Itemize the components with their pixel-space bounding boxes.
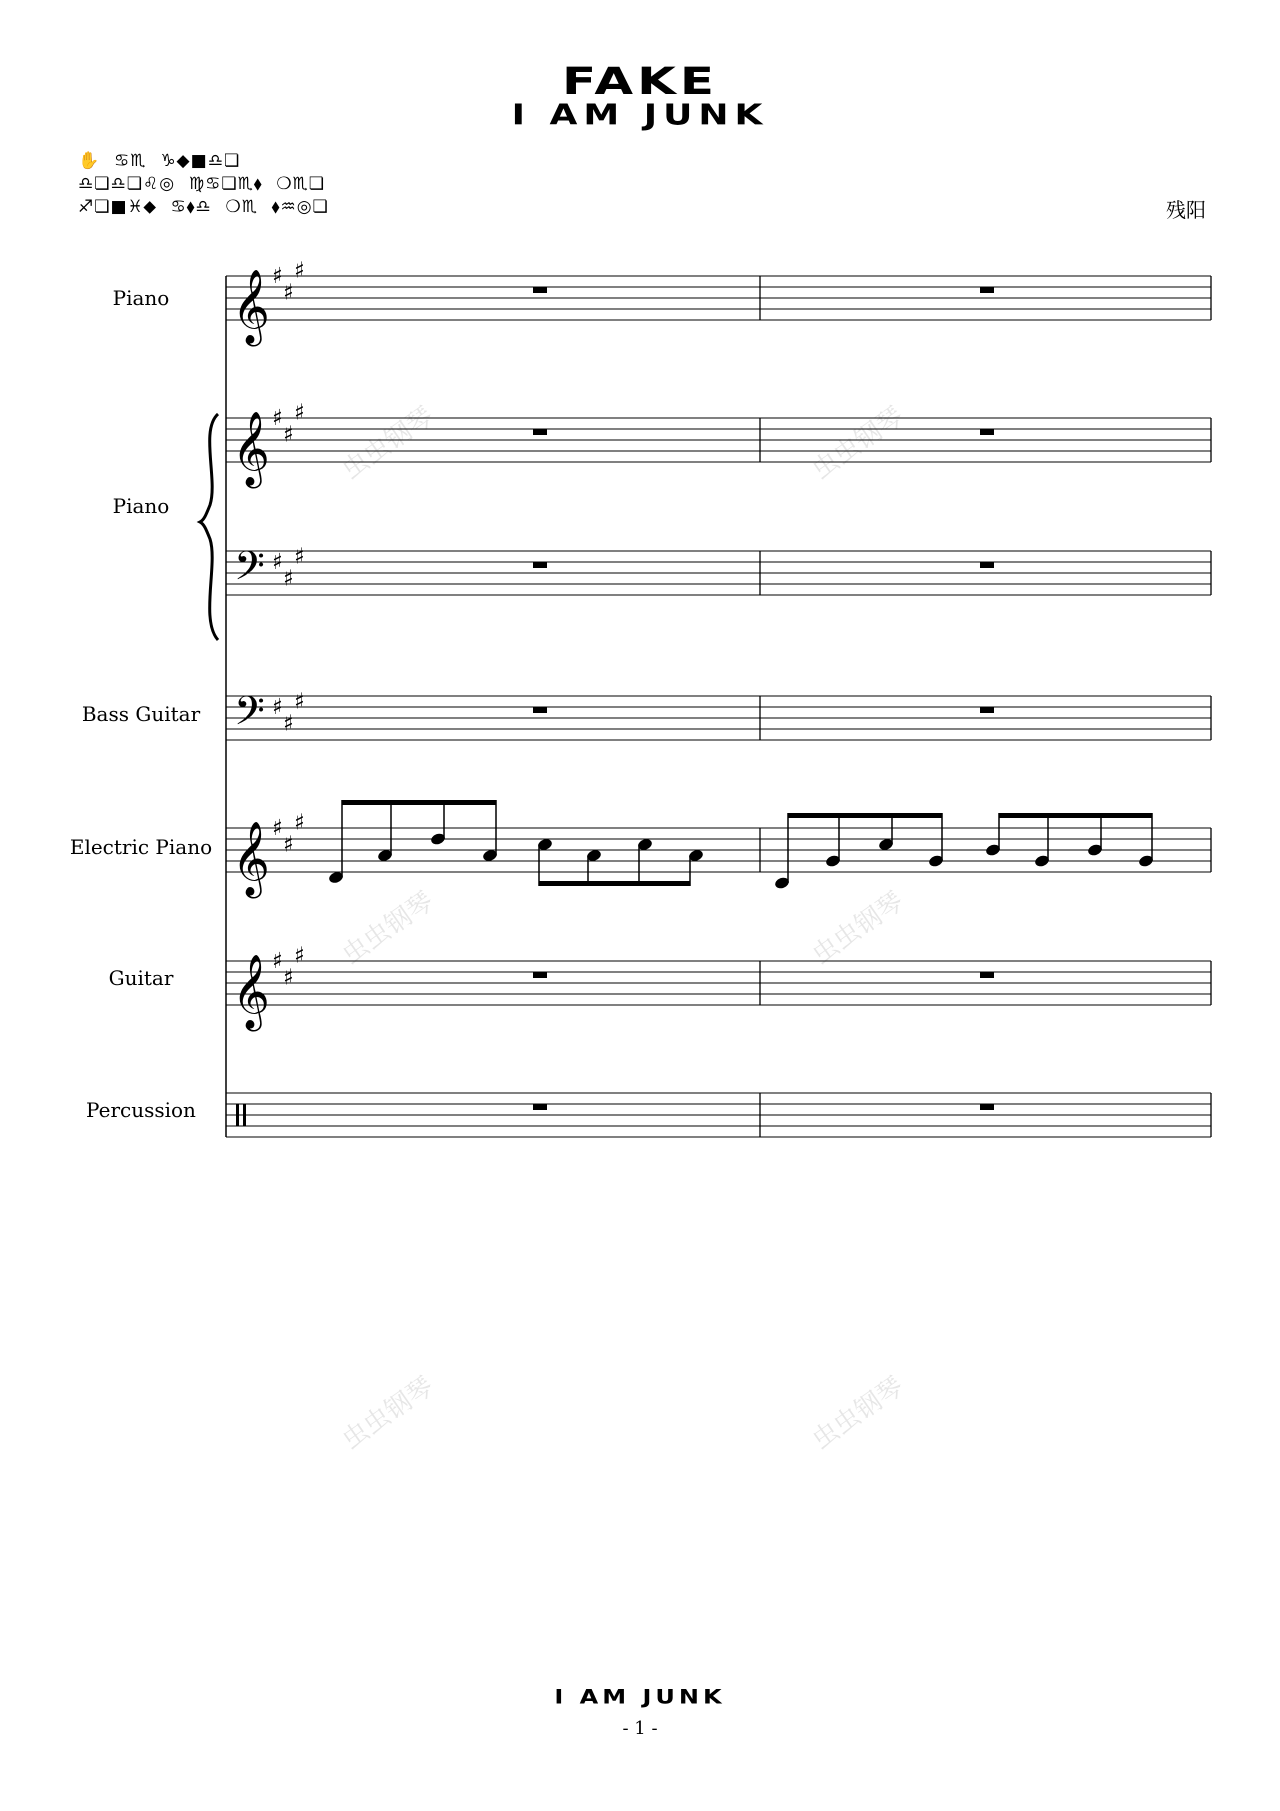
instrument-label-guitar: Guitar [108,966,174,990]
bass-clef: 𝄢 [234,543,265,599]
note-beam [788,813,942,818]
treble-clef: 𝄞 [232,412,270,486]
treble-clef: 𝄞 [232,270,270,344]
sharp-sign: ♯ [272,816,283,841]
note-beam [539,881,690,886]
percussion-clef [236,1104,239,1126]
bass-clef: 𝄢 [234,688,265,744]
symbol-line-1: ✋ ♋♏ ♑◆■♎❏ [78,151,241,171]
staves [226,259,1211,1138]
sharp-sign: ♯ [272,949,283,974]
footer-title: I AM JUNK [554,1685,726,1709]
score-title: FAKE [561,59,718,103]
sharp-sign: ♯ [283,280,294,306]
whole-rest [533,1104,547,1110]
watermark-3: 虫虫钢琴 [336,886,440,971]
sharp-sign: ♯ [283,965,294,991]
sharp-sign: ♯ [294,689,305,715]
watermark-2: 虫虫钢琴 [806,401,910,486]
whole-rest [533,562,547,568]
symbol-line-3: ♐❏■♓⬥ ♋⬧♎ ❍♏ ⬧♒◎❏ [78,197,329,217]
sharp-sign: ♯ [272,550,283,575]
whole-rest [980,562,994,568]
whole-rest [980,1104,994,1110]
sharp-sign: ♯ [283,711,294,737]
sharp-sign: ♯ [294,400,305,426]
sharp-sign: ♯ [272,264,283,289]
whole-rest [533,287,547,293]
page-number: - 1 - [622,1718,658,1739]
whole-rest [980,972,994,978]
instrument-label-electric-piano: Electric Piano [69,835,213,859]
composer-name: 残阳 [1166,198,1206,222]
whole-rest [533,707,547,713]
instrument-label-piano-2: Piano [112,494,170,518]
instrument-label-piano-1: Piano [112,286,170,310]
percussion-clef [243,1104,246,1126]
sharp-sign: ♯ [272,406,283,431]
watermark-4: 虫虫钢琴 [806,886,910,971]
sharp-sign: ♯ [283,422,294,448]
sharp-sign: ♯ [294,810,305,836]
whole-rest [980,287,994,293]
sharp-sign: ♯ [272,695,283,720]
watermark-6: 虫虫钢琴 [806,1371,910,1456]
note-beam [342,800,496,805]
whole-rest [980,707,994,713]
watermarks [337,401,909,1455]
treble-clef: 𝄞 [232,955,270,1029]
symbol-line-2: ♎❏♎❏♌◎ ♍♋❏♏⬧ ❍♏❏ [78,174,326,194]
whole-rest [533,972,547,978]
note-beam [999,813,1152,818]
watermark-1: 虫虫钢琴 [336,401,440,486]
sharp-sign: ♯ [294,544,305,570]
sharp-sign: ♯ [283,566,294,592]
instrument-label-bass-guitar: Bass Guitar [81,702,201,726]
watermark-5: 虫虫钢琴 [336,1371,440,1456]
sharp-sign: ♯ [283,832,294,858]
treble-clef: 𝄞 [232,822,270,896]
sharp-sign: ♯ [294,943,305,969]
sharp-sign: ♯ [294,258,305,284]
score-subtitle: I AM JUNK [511,99,769,132]
whole-rest [980,429,994,435]
whole-rest [533,429,547,435]
instrument-label-percussion: Percussion [86,1098,196,1122]
grand-staff-brace [200,414,218,640]
